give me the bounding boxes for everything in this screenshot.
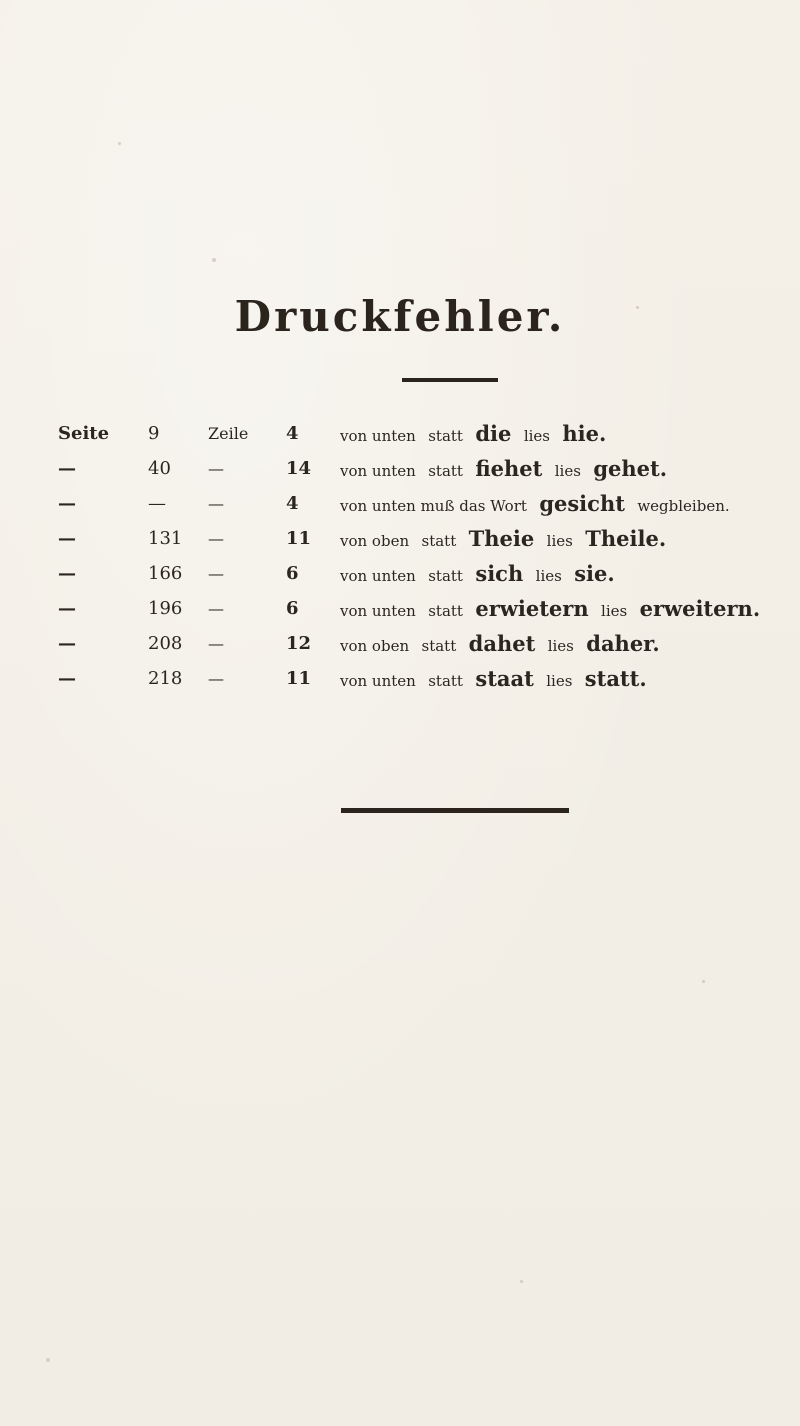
seite-dash: —: [58, 668, 76, 689]
position-text: von unten: [340, 672, 416, 690]
correct-word: wegbleiben.: [637, 497, 730, 515]
errata-row: [58, 661, 798, 696]
statt-text: statt: [428, 602, 463, 620]
page-title: Druckfehler.: [234, 292, 566, 341]
seite-dash: —: [58, 528, 76, 549]
position-text: von unten: [340, 427, 416, 445]
correct-word: sie.: [574, 561, 615, 586]
statt-text: statt: [428, 427, 463, 445]
closing-rule: [341, 808, 569, 813]
correct-word: daher.: [586, 631, 660, 656]
lies-text: lies: [535, 567, 562, 585]
correct-word: Theile.: [585, 526, 667, 551]
zeile-dash: —: [208, 529, 224, 548]
correction: [340, 416, 613, 454]
wrong-word: dahet: [468, 631, 536, 656]
errata-row: [58, 486, 798, 521]
errata-row: [58, 626, 798, 661]
position-text: von unten: [340, 567, 416, 585]
line-number: 4: [286, 493, 299, 514]
correct-word: erweitern.: [639, 596, 761, 621]
errata-row: [58, 416, 798, 451]
seite-dash: —: [58, 493, 76, 514]
wrong-word: fiehet: [475, 456, 543, 481]
wrong-word: die: [475, 421, 512, 446]
zeile-label: Zeile: [208, 424, 249, 443]
line-number: 6: [286, 563, 299, 584]
zeile-dash: —: [208, 459, 224, 478]
lies-text: lies: [554, 462, 581, 480]
errata-row: [58, 556, 798, 591]
zeile-dash: —: [208, 494, 224, 513]
line-number: 14: [286, 458, 312, 479]
lies-text: lies: [547, 637, 574, 655]
statt-text: statt: [428, 462, 463, 480]
page-number: 131: [148, 528, 183, 549]
lies-text: lies: [601, 602, 628, 620]
errata-list: [58, 416, 798, 696]
zeile-dash: —: [208, 669, 224, 688]
line-number: 12: [286, 633, 312, 654]
position-text: von oben: [340, 532, 410, 550]
statt-text: statt: [428, 567, 463, 585]
position-text: von unten muß das Wort: [340, 497, 527, 515]
zeile-dash: —: [208, 564, 224, 583]
position-text: von oben: [340, 637, 410, 655]
lies-text: lies: [546, 532, 573, 550]
line-number: 11: [286, 668, 312, 689]
lies-text: lies: [523, 427, 550, 445]
correct-word: hie.: [562, 421, 607, 446]
correction: [340, 486, 737, 524]
position-text: von unten: [340, 602, 416, 620]
paper-speck: [702, 980, 705, 983]
paper-speck: [46, 1358, 50, 1362]
wrong-word: gesicht: [539, 491, 625, 516]
line-number: 11: [286, 528, 312, 549]
errata-row: [58, 521, 798, 556]
seite-label: Seite: [58, 423, 110, 444]
wrong-word: sich: [475, 561, 524, 586]
seite-dash: —: [58, 458, 76, 479]
correction: [340, 661, 654, 699]
page-number: 208: [148, 633, 183, 654]
line-number: 6: [286, 598, 299, 619]
lies-text: lies: [546, 672, 573, 690]
page-number: 218: [148, 668, 183, 689]
page-number: 196: [148, 598, 183, 619]
line-number: 4: [286, 423, 299, 444]
correction: [340, 556, 622, 594]
correction: [340, 626, 667, 664]
wrong-word: Theie: [468, 526, 535, 551]
errata-row: [58, 591, 798, 626]
correction: [340, 521, 673, 559]
zeile-dash: —: [208, 634, 224, 653]
correct-word: statt.: [584, 666, 647, 691]
title-rule: [402, 378, 498, 382]
paper-speck: [212, 258, 216, 262]
statt-text: statt: [428, 672, 463, 690]
paper-speck: [520, 1280, 523, 1283]
statt-text: statt: [421, 532, 457, 550]
paper-speck: [118, 142, 121, 145]
position-text: von unten: [340, 462, 416, 480]
page-number: 166: [148, 563, 183, 584]
page-number: 9: [148, 423, 160, 444]
page-number: 40: [148, 458, 171, 479]
seite-dash: —: [58, 563, 76, 584]
correct-word: gehet.: [593, 456, 668, 481]
wrong-word: staat: [475, 666, 534, 691]
correction: [340, 451, 674, 489]
correction: [340, 591, 767, 629]
page-number: —: [148, 493, 166, 514]
wrong-word: erwietern: [475, 596, 589, 621]
seite-dash: —: [58, 633, 76, 654]
seite-dash: —: [58, 598, 76, 619]
errata-row: [58, 451, 798, 486]
zeile-dash: —: [208, 599, 224, 618]
statt-text: statt: [421, 637, 457, 655]
